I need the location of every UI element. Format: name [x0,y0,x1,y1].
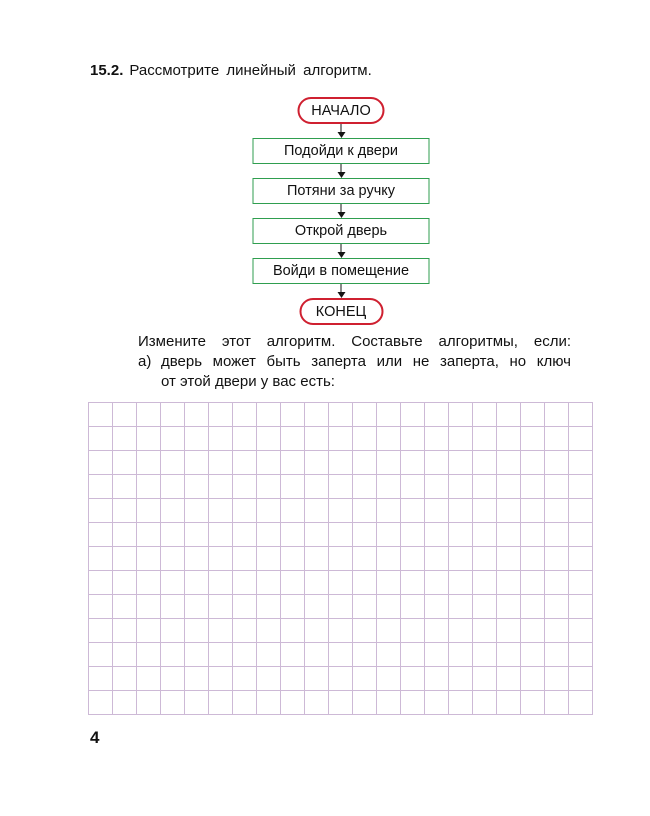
grid-cell [209,619,233,643]
grid-cell [425,643,449,667]
grid-cell [113,475,137,499]
grid-cell [473,619,497,643]
grid-cell [377,523,401,547]
grid-cell [233,619,257,643]
answer-grid [88,402,593,715]
grid-cell [89,595,113,619]
grid-cell [305,571,329,595]
grid-cell [401,499,425,523]
down-arrow-icon [337,124,345,138]
grid-cell [497,643,521,667]
grid-cell [305,619,329,643]
grid-cell [257,667,281,691]
grid-cell [329,643,353,667]
grid-cell [113,643,137,667]
grid-cell [497,691,521,715]
grid-cell [569,427,593,451]
grid-cell [473,403,497,427]
grid-cell [161,475,185,499]
grid-cell [281,427,305,451]
grid-cell [545,499,569,523]
grid-cell [89,427,113,451]
grid-cell [257,619,281,643]
down-arrow-icon [337,284,345,298]
grid-cell [161,595,185,619]
flowchart-step-box: Подойди к двери [253,138,430,164]
grid-cell [545,475,569,499]
flowchart [253,97,430,325]
grid-cell [353,451,377,475]
grid-cell [425,691,449,715]
grid-cell [209,667,233,691]
grid-cell [257,691,281,715]
grid-cell [569,499,593,523]
grid-cell [161,523,185,547]
grid-cell [113,619,137,643]
grid-cell [353,499,377,523]
grid-cell [497,403,521,427]
grid-cell [281,643,305,667]
grid-cell [377,667,401,691]
grid-cell [185,403,209,427]
grid-cell [137,571,161,595]
grid-cell [137,523,161,547]
grid-cell [401,547,425,571]
grid-cell [89,403,113,427]
grid-cell [137,499,161,523]
grid-cell [353,595,377,619]
grid-cell [329,595,353,619]
grid-cell [521,523,545,547]
grid-cell [497,595,521,619]
flowchart-step-box: Открой дверь [253,218,430,244]
grid-cell [497,427,521,451]
grid-cell [521,691,545,715]
grid-cell [401,619,425,643]
grid-cell [449,667,473,691]
grid-cell [521,571,545,595]
grid-cell [281,667,305,691]
task-item-label: а) [138,353,152,370]
grid-cell [137,619,161,643]
grid-cell [257,499,281,523]
grid-cell [545,571,569,595]
grid-cell [521,619,545,643]
grid-cell [233,691,257,715]
grid-cell [569,523,593,547]
grid-cell [449,403,473,427]
grid-cell [521,667,545,691]
grid-cell [569,595,593,619]
grid-cell [377,499,401,523]
grid-cell [449,595,473,619]
grid-cell [353,667,377,691]
grid-cell [497,619,521,643]
grid-cell [161,619,185,643]
grid-cell [449,571,473,595]
grid-cell [185,475,209,499]
grid-cell [305,595,329,619]
grid-cell [161,451,185,475]
grid-cell [545,595,569,619]
grid-cell [305,691,329,715]
grid-cell [209,523,233,547]
grid-cell [185,691,209,715]
grid-cell [353,643,377,667]
grid-cell [161,547,185,571]
grid-cell [233,547,257,571]
grid-cell [233,451,257,475]
grid-cell [161,643,185,667]
grid-cell [113,427,137,451]
grid-cell [401,403,425,427]
grid-cell [449,547,473,571]
grid-cell [425,427,449,451]
grid-cell [209,403,233,427]
task-item-line1: дверь может быть заперта или не заперта, но ключ [161,353,571,370]
grid-cell [377,547,401,571]
grid-cell [497,547,521,571]
grid-cell [449,451,473,475]
grid-cell [449,499,473,523]
grid-cell [569,475,593,499]
grid-cell [137,547,161,571]
grid-cell [545,451,569,475]
grid-cell [497,667,521,691]
grid-cell [305,643,329,667]
grid-cell [353,691,377,715]
grid-cell [257,595,281,619]
grid-cell [449,475,473,499]
grid-cell [209,499,233,523]
grid-cell [281,451,305,475]
grid-cell [569,643,593,667]
grid-cell [425,451,449,475]
grid-cell [233,403,257,427]
grid-cell [257,547,281,571]
grid-cell [161,499,185,523]
grid-cell [521,427,545,451]
grid-cell [161,403,185,427]
grid-cell [473,523,497,547]
grid-cell [209,691,233,715]
grid-cell [281,547,305,571]
grid-cell [137,427,161,451]
grid-cell [425,571,449,595]
flowchart-step-box: Потяни за ручку [253,178,430,204]
grid-cell [449,619,473,643]
grid-cell [329,499,353,523]
grid-cell [497,451,521,475]
flowchart-start-terminal: НАЧАЛО [297,97,384,124]
grid-cell [353,475,377,499]
down-arrow-icon [337,204,345,218]
grid-cell [377,475,401,499]
task-item-text [161,352,571,392]
grid-cell [521,475,545,499]
grid-cell [377,619,401,643]
grid-cell [473,499,497,523]
grid-cell [545,667,569,691]
grid-cell [401,595,425,619]
grid-cell [425,619,449,643]
grid-cell [329,571,353,595]
grid-cell [473,691,497,715]
grid-cell [569,547,593,571]
down-arrow-icon [337,164,345,178]
grid-cell [425,475,449,499]
grid-cell [161,571,185,595]
grid-cell [521,595,545,619]
grid-cell [545,691,569,715]
grid-cell [257,523,281,547]
grid-cell [569,403,593,427]
grid-cell [473,451,497,475]
grid-cell [305,427,329,451]
grid-cell [257,427,281,451]
grid-cell [281,403,305,427]
grid-cell [521,451,545,475]
grid-cell [113,667,137,691]
grid-cell [113,691,137,715]
grid-cell [89,667,113,691]
grid-cell [497,571,521,595]
grid-cell [209,643,233,667]
grid-cell [377,403,401,427]
grid-cell [329,667,353,691]
grid-cell [473,547,497,571]
grid-cell [449,427,473,451]
grid-cell [281,595,305,619]
grid-cell [113,571,137,595]
grid-cell [377,451,401,475]
grid-cell [185,451,209,475]
grid-cell [185,571,209,595]
grid-cell [137,643,161,667]
grid-cell [113,547,137,571]
grid-cell [353,523,377,547]
task-intro: Измените этот алгоритм. Составьте алгоритмы, если: [138,333,571,350]
grid-cell [233,667,257,691]
grid-cell [89,547,113,571]
grid-cell [425,547,449,571]
grid-cell [137,595,161,619]
grid-cell [257,475,281,499]
grid-cell [137,475,161,499]
grid-cell [545,523,569,547]
grid-cell [305,403,329,427]
task-text [138,332,571,392]
grid-cell [113,403,137,427]
grid-cell [185,427,209,451]
grid-cell [545,547,569,571]
grid-cell [497,475,521,499]
grid-cell [473,571,497,595]
grid-cell [401,523,425,547]
grid-cell [569,571,593,595]
grid-cell [329,451,353,475]
grid-cell [521,643,545,667]
grid-cell [161,427,185,451]
grid-cell [89,643,113,667]
grid-cell [545,643,569,667]
grid-cell [329,403,353,427]
grid-cell [545,403,569,427]
grid-cell [137,403,161,427]
grid-cell [113,595,137,619]
grid-cell [137,667,161,691]
grid-cell [185,643,209,667]
grid-cell [233,595,257,619]
exercise-heading [90,62,372,79]
grid-cell [185,619,209,643]
grid-cell [401,667,425,691]
grid-cell [281,571,305,595]
grid-cell [353,619,377,643]
grid-cell [281,499,305,523]
grid-cell [305,475,329,499]
grid-cell [137,691,161,715]
grid-cell [569,619,593,643]
grid-cell [233,571,257,595]
grid-cell [401,427,425,451]
grid-cell [233,643,257,667]
grid-cell [425,667,449,691]
grid-cell [401,571,425,595]
exercise-prompt: Рассмотрите линейный алгоритм. [129,62,372,79]
grid-cell [281,523,305,547]
grid-cell [497,523,521,547]
grid-cell [353,403,377,427]
grid-cell [353,547,377,571]
grid-cell [569,451,593,475]
grid-cell [233,523,257,547]
grid-cell [545,619,569,643]
grid-cell [185,595,209,619]
grid-cell [305,523,329,547]
grid-cell [569,667,593,691]
grid-cell [353,427,377,451]
grid-cell [425,403,449,427]
grid-cell [497,499,521,523]
grid-cell [89,571,113,595]
grid-cell [521,403,545,427]
flowchart-step-box: Войди в помещение [253,258,430,284]
grid-cell [329,475,353,499]
task-item-a [138,352,571,392]
grid-cell [257,451,281,475]
grid-cell [377,427,401,451]
grid-cell [113,523,137,547]
grid-cell [305,667,329,691]
grid-cell [233,475,257,499]
grid-cell [377,571,401,595]
grid-cell [89,451,113,475]
grid-cell [401,475,425,499]
grid-cell [89,691,113,715]
grid-cell [329,691,353,715]
grid-cell [161,691,185,715]
grid-cell [449,691,473,715]
grid-cell [113,499,137,523]
grid-cell [353,571,377,595]
grid-cell [401,451,425,475]
grid-cell [449,523,473,547]
grid-cell [209,547,233,571]
grid-cell [401,691,425,715]
grid-cell [233,499,257,523]
grid-cell [521,499,545,523]
grid-cell [281,475,305,499]
grid-cell [425,595,449,619]
grid-cell [89,619,113,643]
grid-cell [425,499,449,523]
grid-cell [185,499,209,523]
grid-cell [113,451,137,475]
grid-cell [329,427,353,451]
grid-cell [185,547,209,571]
grid-cell [257,403,281,427]
grid-cell [137,451,161,475]
grid-cell [545,427,569,451]
grid-cell [329,547,353,571]
grid-cell [473,667,497,691]
grid-cell [89,523,113,547]
grid-cell [209,571,233,595]
grid-cell [185,667,209,691]
exercise-number: 15.2. [90,62,124,79]
grid-cell [89,499,113,523]
grid-cell [449,643,473,667]
grid-cell [305,499,329,523]
grid-cell [329,523,353,547]
grid-cell [185,523,209,547]
grid-cell [377,595,401,619]
grid-cell [257,571,281,595]
grid-cell [305,547,329,571]
grid-cell [281,619,305,643]
grid-cell [473,595,497,619]
grid-cell [305,451,329,475]
page-number: 4 [90,728,100,747]
grid-cell [569,691,593,715]
grid-cell [521,547,545,571]
grid-cell [401,643,425,667]
grid-cell [161,667,185,691]
grid-cell [257,643,281,667]
grid-cell [209,427,233,451]
grid-cell [281,691,305,715]
flowchart-end-terminal: КОНЕЦ [299,298,383,325]
grid-cell [233,427,257,451]
grid-cell [209,595,233,619]
grid-cell [377,691,401,715]
grid-cell [473,475,497,499]
down-arrow-icon [337,244,345,258]
grid-cell [377,643,401,667]
grid-cell [329,619,353,643]
grid-cell [89,475,113,499]
task-item-line2: от этой двери у вас есть: [161,373,335,390]
grid-cell [473,643,497,667]
grid-cell [209,451,233,475]
grid-cell [425,523,449,547]
grid-cell [473,427,497,451]
grid-cell [209,475,233,499]
